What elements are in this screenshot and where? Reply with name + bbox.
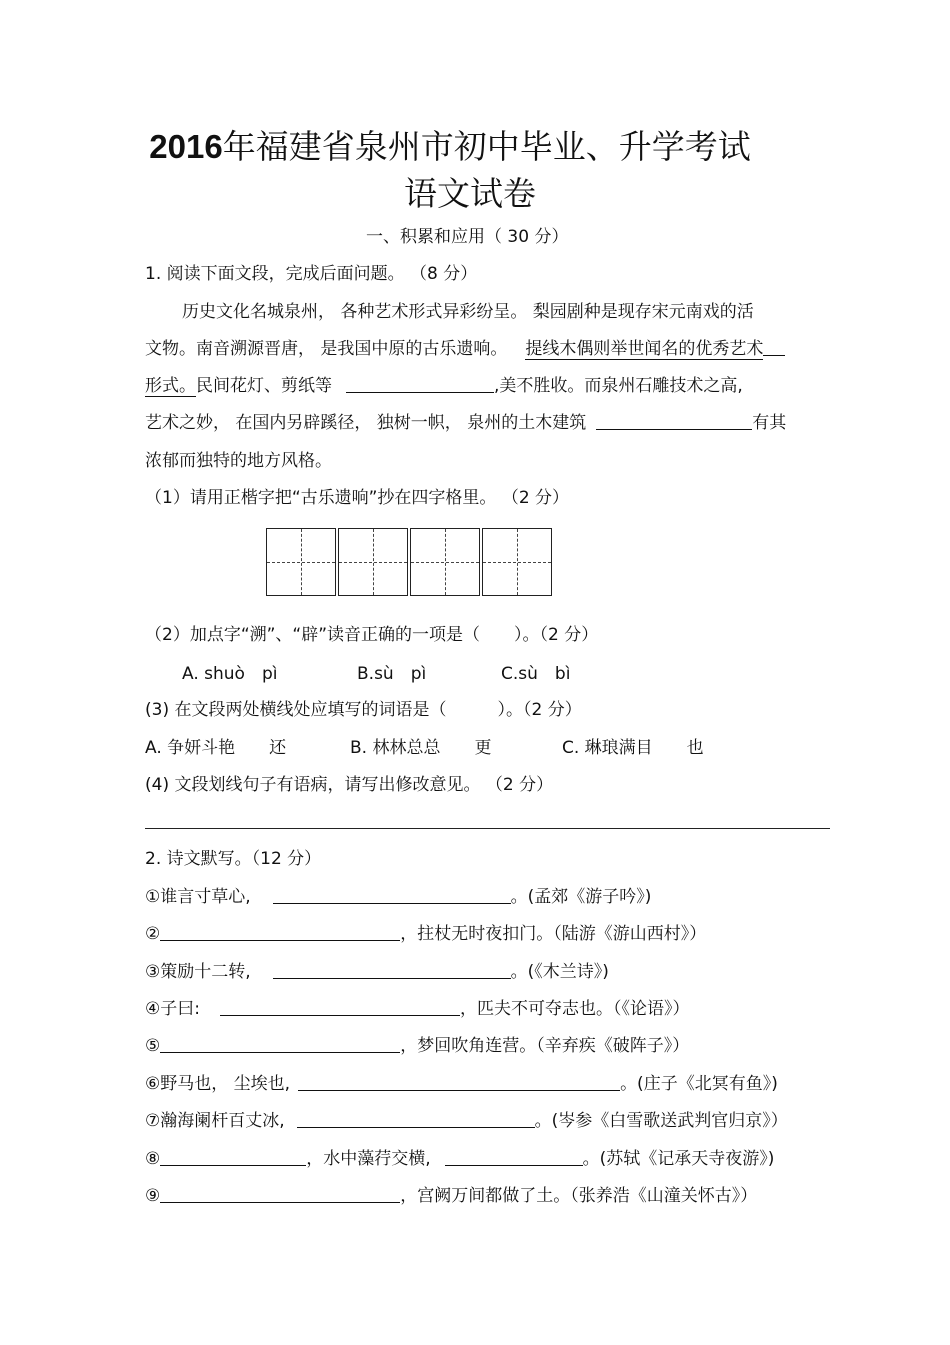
recite-blank[interactable] [160, 1147, 306, 1166]
recite-middle: ，水中藻荇交横, [306, 1149, 431, 1169]
recite-item-4 [145, 997, 689, 1021]
passage-line-4-text: 艺术之妙， 在国内另辟蹊径， 独树一帜， 泉州的土木建筑 [145, 413, 587, 433]
grid-cell[interactable] [482, 528, 552, 596]
q1-sub2-option-b: B.sù pì [357, 664, 427, 684]
recite-prompt: ⑦瀚海阑杆百丈冰, [145, 1111, 285, 1131]
passage-line-3 [145, 374, 743, 398]
recite-item-9 [145, 1184, 757, 1208]
recite-source: 。(《木兰诗》) [510, 962, 609, 982]
recite-prompt: ② [145, 924, 161, 944]
recite-source: ，匹夫不可夺志也。（《论语》） [459, 999, 690, 1019]
recite-item-5 [145, 1034, 689, 1058]
recite-item-1 [145, 885, 651, 909]
recite-prompt: ⑤ [145, 1036, 161, 1056]
passage-line-2-text: 文物。南音溯源晋唐， 是我国中原的古乐遗响。 [145, 339, 508, 359]
passage-line-3-end: ,美不胜收。而泉州石雕技术之高, [494, 376, 743, 396]
recite-source: 。(庄子《北冥有鱼》) [620, 1074, 778, 1094]
recite-source: 。(孟郊《游子吟》) [510, 887, 652, 907]
q1-sub3-option-c: C. 琳琅满目 也 [562, 738, 704, 758]
blank-2[interactable] [596, 411, 752, 430]
recite-prompt: ③策励十二转, [145, 962, 251, 982]
exam-title [0, 125, 900, 169]
recite-blank[interactable] [160, 922, 400, 941]
recite-item-7 [145, 1109, 788, 1133]
underlined-sentence-part2: 形式。 [145, 376, 196, 396]
q1-sub2-option-c: C.sù bì [501, 664, 571, 684]
four-character-grid[interactable] [266, 528, 552, 596]
section-heading: 一、积累和应用（ 30 分） [366, 227, 569, 247]
q1-sub3-option-b: B. 林林总总 更 [350, 738, 492, 758]
exam-title-main: 年福建省泉州市初中毕业、升学考试 [222, 127, 751, 166]
recite-blank[interactable] [160, 1034, 400, 1053]
grid-cell[interactable] [338, 528, 408, 596]
recite-blank[interactable] [273, 960, 511, 979]
q1-sub1: （1）请用正楷字把“古乐遗响”抄在四字格里。 （2 分） [145, 488, 570, 508]
passage-line-1: 历史文化名城泉州， 各种艺术形式异彩纷呈。 梨园剧种是现存宋元南戏的活 [182, 302, 754, 322]
blank-1[interactable] [346, 374, 494, 393]
recite-blank[interactable] [273, 885, 511, 904]
recite-item-6 [145, 1072, 778, 1096]
passage-line-4-end: 有其 [752, 413, 787, 433]
recite-item-2 [145, 922, 706, 946]
passage-line-3-text: 民间花灯、剪纸等 [196, 376, 332, 396]
underlined-sentence-part1: 提线木偶则举世闻名的优秀艺术 [525, 339, 764, 359]
recite-prompt: ⑧ [145, 1149, 161, 1169]
recite-prompt: ①谁言寸草心, [145, 887, 251, 907]
recite-prompt: ④子曰: [145, 999, 200, 1019]
exam-subtitle: 语文试卷 [404, 174, 536, 213]
recite-blank[interactable] [220, 997, 460, 1016]
exam-year: 2016 [149, 128, 223, 165]
grid-cell[interactable] [266, 528, 336, 596]
recite-blank[interactable] [445, 1147, 583, 1166]
recite-item-8 [145, 1147, 774, 1171]
recite-blank[interactable] [298, 1072, 620, 1091]
q1-sub2: （2）加点字“溯”、“辟”读音正确的一项是（ ）。（2 分） [145, 625, 599, 645]
recite-blank[interactable] [297, 1109, 535, 1128]
recite-blank[interactable] [160, 1184, 400, 1203]
q1-sub3: (3) 在文段两处横线处应填写的词语是（ ）。（2 分） [145, 700, 582, 720]
grid-cell[interactable] [410, 528, 480, 596]
recite-source: ，拄杖无时夜扣门。（陆游《游山西村》） [400, 924, 707, 944]
q1-stem: 1. 阅读下面文段，完成后面问题。 （8 分） [145, 264, 478, 284]
recite-prompt: ⑨ [145, 1186, 161, 1206]
passage-line-5: 浓郁而独特的地方风格。 [145, 451, 332, 471]
q1-sub4: (4) 文段划线句子有语病，请写出修改意见。 （2 分） [145, 775, 554, 795]
recite-source: ，宫阙万间都做了土。（张养浩《山潼关怀古》） [400, 1186, 758, 1206]
recite-source: 。(苏轼《记承天寺夜游》) [582, 1149, 775, 1169]
q1-sub3-option-a: A. 争妍斗艳 还 [145, 738, 287, 758]
recite-item-3 [145, 960, 609, 984]
underline-tail [763, 337, 785, 356]
q1-sub2-option-a: A. shuò pì [182, 664, 278, 684]
recite-prompt: ⑥野马也， 尘埃也, [145, 1074, 291, 1094]
recite-source: 。(岑参《白雪歌送武判官归京》） [534, 1111, 788, 1131]
recite-source: ，梦回吹角连营。（辛弃疾《破阵子》） [400, 1036, 690, 1056]
passage-line-4 [145, 411, 786, 435]
answer-line[interactable] [145, 828, 830, 829]
passage-line-2 [145, 337, 785, 361]
q2-stem: 2. 诗文默写。（12 分） [145, 849, 322, 869]
